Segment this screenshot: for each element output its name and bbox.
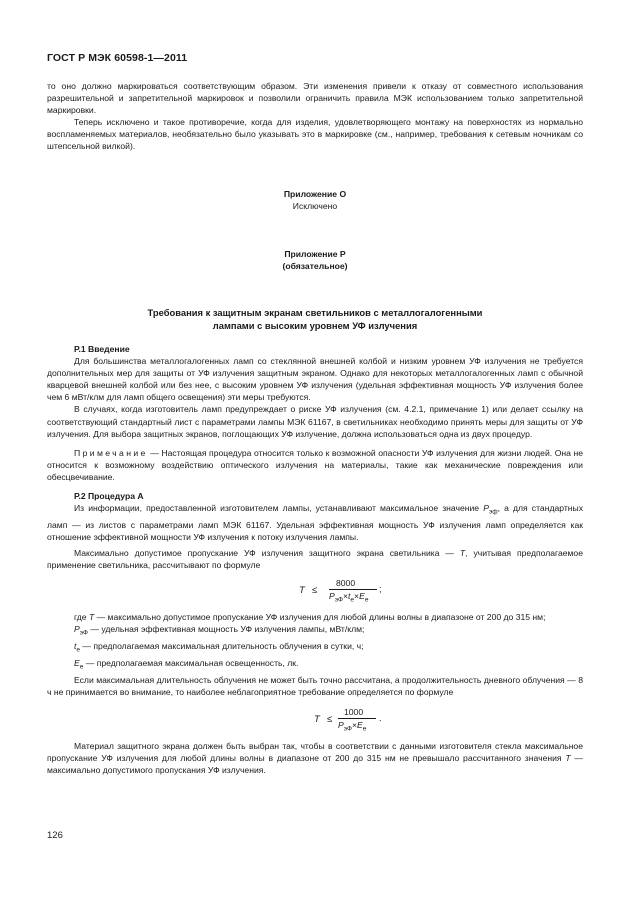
page-number: 126 [47,830,63,841]
paragraph: Теперь исключено и такое противоречие, когда для изделия, удовлетворяющего монтажу на поверхностях из нормально воспламеняемых материалов, необязательно было указывать это в маркировке (см., например, требования к сетевым ночникам со штепсельной вилкой). [47,117,583,152]
note-text: — Настоящая процедура относится только к возможной опасности УФ излучения для жизни людей. Она не относится к возможному воздействию оптического излучения на материалы, такие как механические повреждения или обесцвечивание. [47,447,583,482]
paragraph: то оно должно маркироваться соответствующим образом. Эти изменения привели к отказу от совместного использования разрешительной и запретительной маркировок и позволили ограничить правила МЭК использованием только запретительной маркировки. [47,81,583,116]
annex-o-status: Исключено [292,200,338,211]
formula-1: T ≤ 8000 $P_{эФ}\times t_e\times E_e$ ; [299,578,382,604]
note-paragraph [47,447,583,483]
formula-2: T ≤ 1000 $P_{эФ}\times E_e$ . [314,706,382,733]
main-title-line1: Требования к защитным экранам светильников с металлогалогенными [147,306,483,318]
standard-header: ГОСТ Р МЭК 60598-1—2011 [47,52,188,64]
annex-p-title: Приложение Р [284,248,346,259]
annex-p-status: (обязательное) [282,260,348,271]
paragraph: Из информации, предоставленной изготовителем лампы, устанавливают максимальное значение $Р_{эф}$, а для стандартных ламп — из листов с параметрами ламп МЭК 61167. Удельная эффективная мощность УФ излучения ламп определяется как отношение эффективной мощности УФ излучения к потоку излучения лампы. [47,503,583,542]
paragraph: В случаях, когда изготовитель ламп предупреждает о риске УФ излучения (см. 4.2.1, примечание 1) или делает ссылку на соответствующий стандартный лист с параметрами лампы МЭК 61167, в светильниках необходимо принять меры для защиты от УФ излучения. Для выбора защитных экранов, поглощающих УФ излучение, должна использоваться одна из двух процедур. [47,404,583,439]
annex-o-title: Приложение О [283,188,347,199]
section-p1-heading: Р.1 Введение [74,343,130,354]
paragraph: Если максимальная длительность облучения не может быть точно рассчитана, а продолжительность дневного облучения — 8 ч не принимается во внимание, то наиболее неблагоприятное требование определяется по формуле [47,674,583,697]
main-title-line2: лампами с высоким уровнем УФ излучения [212,319,418,331]
paragraph: Максимально допустимое пропускание УФ излучения защитного экрана светильника — Т, учитывая предполагаемое применение светильника, рассчитывают по формуле [47,548,583,571]
definition-item: $t_e$ — предполагаемая максимальная длительность облучения в сутки, ч; [74,641,364,654]
paragraph: Для большинства металлогалогенных ламп со стеклянной внешней колбой и низким уровнем УФ излучения не требуется дополнительных мер для защиты от УФ излучения защитным экраном. Однако для некоторых металлогалогенных ламп с обычной кварцевой внешней колбой или без нее, с высоким уровнем УФ излучения (удельная эффективная мощность УФ излучения более чем 6 мВт/клм для ламп общего освещения) эти меры требуются. [47,356,583,403]
page-content [47,80,583,776]
paragraph: Материал защитного экрана должен быть выбран так, чтобы в соответствии с данными изготовителя стекла максимальное пропускание УФ излучения для любой длины волны в диапазоне от 200 до 315 нм не превышало рассчитанного значения Т — максимально допустимого пропускания УФ излучения. [47,740,583,776]
section-p2-heading: Р.2 Процедура А [74,490,144,501]
paragraph: где Т — максимально допустимое пропускание УФ излучения для любой длины волны в диапазоне от 200 до 315 нм; [74,612,546,623]
definition-item: $E_e$ — предполагаемая максимальная освещенность, лк. [74,657,299,671]
definition-item: $Р_{эФ}$ — удельная эффективная мощность УФ излучения лампы, мВт/клм; [74,624,365,638]
note-label: Примечание [74,447,148,458]
